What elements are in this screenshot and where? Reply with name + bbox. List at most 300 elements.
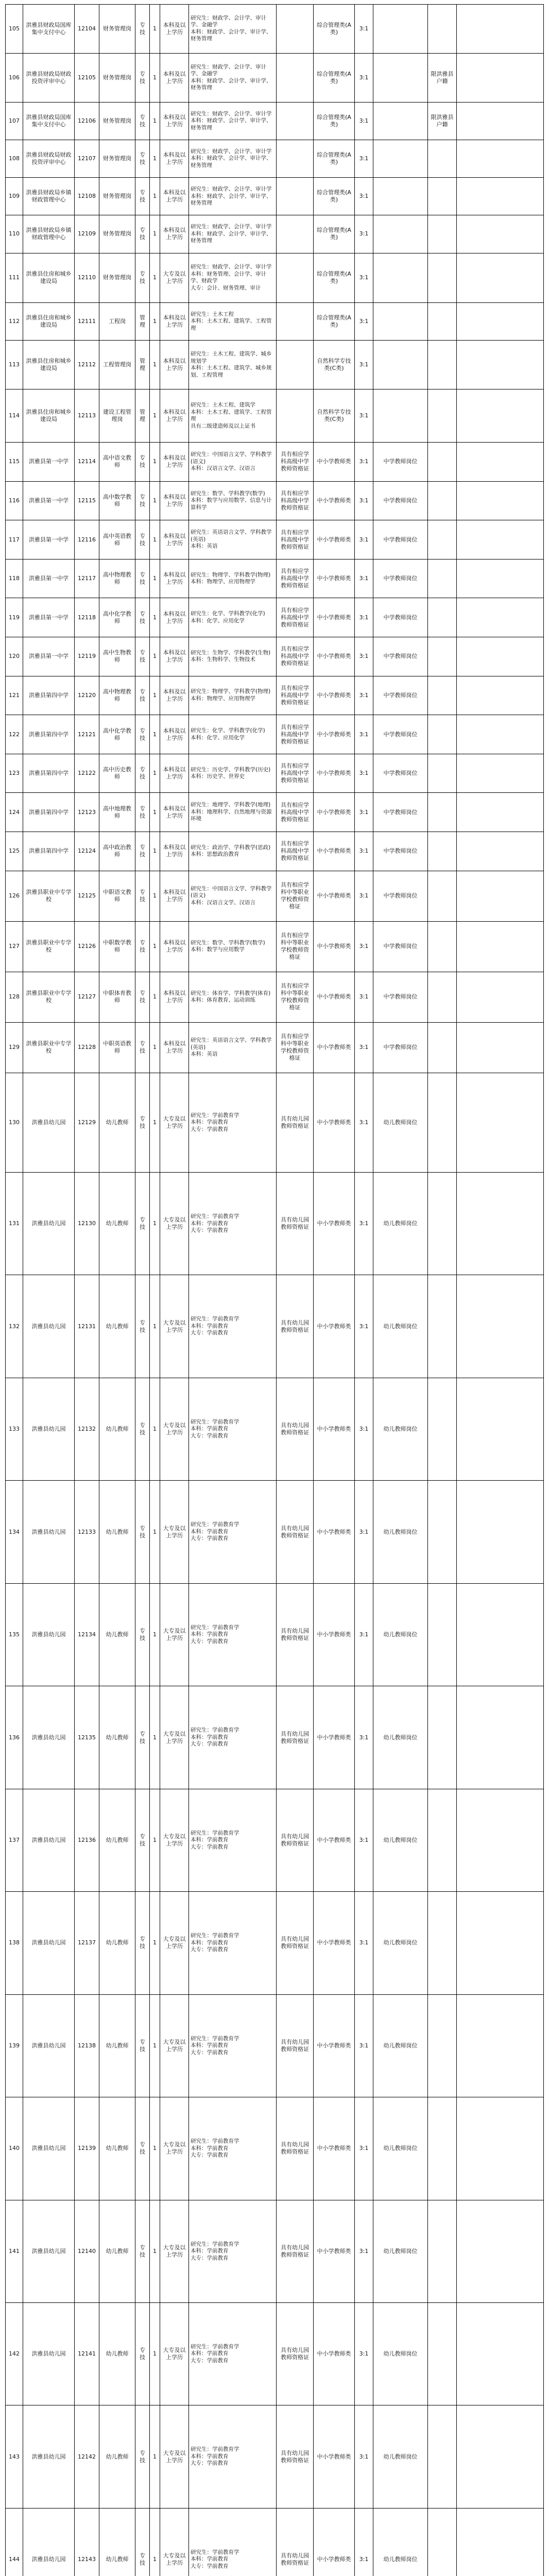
education-cell: 大专及以上学历 [160, 1378, 189, 1480]
interview-ratio-cell: 3:1 [355, 676, 373, 715]
table-row [6, 676, 544, 715]
interview-ratio-cell: 3:1 [355, 1686, 373, 1789]
post-type-cell: 专技 [135, 1022, 150, 1073]
unit-name-cell: 洪雅县幼儿园 [23, 1789, 75, 1891]
education-cell: 本科及以上学历 [160, 178, 189, 215]
unit-name-cell: 洪雅县幼儿园 [23, 1892, 75, 1994]
post-count-cell: 1 [150, 832, 160, 871]
exam-category-cell: 中小学教师类 [314, 1275, 355, 1378]
post-type-cell: 专技 [135, 871, 150, 921]
extra-cell [457, 1022, 544, 1073]
recruitment-table [5, 4, 544, 2576]
extra-cell [457, 793, 544, 832]
post-note-cell: 中学教师岗位 [373, 481, 428, 520]
unit-name-cell: 洪雅县财政局财政投资评审中心 [23, 53, 75, 102]
education-cell: 大专及以上学历 [160, 1892, 189, 1994]
post-count-cell: 1 [150, 443, 160, 482]
post-code-cell: 12121 [75, 715, 99, 754]
post-name-cell: 高中物理教师 [99, 559, 135, 598]
other-conditions-cell [277, 5, 314, 54]
post-note-cell: 幼儿教师岗位 [373, 2303, 428, 2405]
post-code-cell: 12140 [75, 2200, 99, 2302]
remarks-cell [428, 520, 457, 560]
post-count-cell: 1 [150, 389, 160, 443]
post-note-cell: 中学教师岗位 [373, 598, 428, 637]
interview-ratio-cell: 3:1 [355, 1275, 373, 1378]
table-row [6, 559, 544, 598]
remarks-cell [428, 481, 457, 520]
extra-cell [457, 637, 544, 676]
row-number-cell: 142 [6, 2303, 23, 2405]
extra-cell [457, 389, 544, 443]
table-row [6, 1275, 544, 1378]
post-type-cell: 专技 [135, 215, 150, 253]
row-number-cell: 116 [6, 481, 23, 520]
unit-name-cell: 洪雅县财政局财政投资评审中心 [23, 140, 75, 177]
remarks-cell [428, 1073, 457, 1173]
major-requirements-cell: 研究生：中国语言文学、学科教学(语文) 本科：汉语言文学、汉语言 [189, 443, 277, 482]
post-name-cell: 幼儿教师 [99, 1378, 135, 1480]
table-row [6, 2200, 544, 2302]
post-name-cell: 高中历史教师 [99, 754, 135, 793]
post-code-cell: 12123 [75, 793, 99, 832]
post-type-cell: 专技 [135, 1583, 150, 1686]
education-cell: 大专及以上学历 [160, 2303, 189, 2405]
major-requirements-cell: 研究生：财政学、会计学、审计学 本科：财政学、会计学、审计学、财务管理 [189, 178, 277, 215]
extra-cell [457, 1583, 544, 1686]
post-type-cell: 专技 [135, 2405, 150, 2508]
table-row [6, 102, 544, 140]
post-name-cell: 财务管理岗 [99, 140, 135, 177]
education-cell: 本科及以上学历 [160, 481, 189, 520]
post-name-cell: 工程岗 [99, 303, 135, 341]
remarks-cell [428, 921, 457, 972]
interview-ratio-cell: 3:1 [355, 921, 373, 972]
row-number-cell: 134 [6, 1481, 23, 1583]
extra-cell [457, 341, 544, 389]
table-row [6, 921, 544, 972]
post-code-cell: 12109 [75, 215, 99, 253]
major-requirements-cell: 研究生：学前教育学 本科：学前教育 大专：学前教育 [189, 2097, 277, 2200]
row-number-cell: 130 [6, 1073, 23, 1173]
row-number-cell: 110 [6, 215, 23, 253]
remarks-cell [428, 389, 457, 443]
remarks-cell [428, 1022, 457, 1073]
other-conditions-cell [277, 53, 314, 102]
education-cell: 大专及以上学历 [160, 1173, 189, 1275]
remarks-cell [428, 1173, 457, 1275]
major-requirements-cell: 研究生：财政学、会计学、审计学 本科：财政学、会计学、审计学、财务管理 [189, 215, 277, 253]
exam-category-cell: 中小学教师类 [314, 2200, 355, 2302]
education-cell: 本科及以上学历 [160, 715, 189, 754]
table-row [6, 972, 544, 1022]
education-cell: 大专及以上学历 [160, 1789, 189, 1891]
post-count-cell: 1 [150, 178, 160, 215]
post-name-cell: 中职数学教师 [99, 921, 135, 972]
table-row [6, 1892, 544, 1994]
post-code-cell: 12115 [75, 481, 99, 520]
exam-category-cell: 中小学教师类 [314, 559, 355, 598]
extra-cell [457, 832, 544, 871]
post-name-cell: 幼儿教师 [99, 1583, 135, 1686]
exam-category-cell: 中小学教师类 [314, 832, 355, 871]
exam-category-cell: 中小学教师类 [314, 520, 355, 560]
row-number-cell: 123 [6, 754, 23, 793]
table-row [6, 2508, 544, 2576]
unit-name-cell: 洪雅县第四中学 [23, 793, 75, 832]
other-conditions-cell: 具有相应学科中等职业学校教师资格证 [277, 921, 314, 972]
post-name-cell: 幼儿教师 [99, 2303, 135, 2405]
interview-ratio-cell: 3:1 [355, 2097, 373, 2200]
remarks-cell [428, 793, 457, 832]
remarks-cell [428, 1994, 457, 2097]
post-type-cell: 专技 [135, 1994, 150, 2097]
interview-ratio-cell: 3:1 [355, 1892, 373, 1994]
row-number-cell: 117 [6, 520, 23, 560]
interview-ratio-cell: 3:1 [355, 2200, 373, 2302]
other-conditions-cell [277, 215, 314, 253]
exam-category-cell: 中小学教师类 [314, 676, 355, 715]
post-count-cell: 1 [150, 715, 160, 754]
education-cell: 本科及以上学历 [160, 972, 189, 1022]
post-name-cell: 工程管理岗 [99, 341, 135, 389]
extra-cell [457, 215, 544, 253]
major-requirements-cell: 研究生：财政学、会计学、审计学 本科：财政学、会计学、审计学、财务管理 [189, 102, 277, 140]
major-requirements-cell: 研究生：学前教育学 本科：学前教育 大专：学前教育 [189, 1173, 277, 1275]
education-cell: 本科及以上学历 [160, 520, 189, 560]
post-type-cell: 专技 [135, 1892, 150, 1994]
unit-name-cell: 洪雅县财政局国库集中支付中心 [23, 102, 75, 140]
other-conditions-cell [277, 253, 314, 303]
education-cell: 大专及以上学历 [160, 2405, 189, 2508]
remarks-cell [428, 972, 457, 1022]
exam-category-cell: 综合管理类(A类) [314, 140, 355, 177]
post-note-cell: 中学教师岗位 [373, 715, 428, 754]
post-type-cell: 专技 [135, 832, 150, 871]
post-count-cell: 1 [150, 1686, 160, 1789]
post-count-cell: 1 [150, 871, 160, 921]
table-row [6, 1686, 544, 1789]
education-cell: 本科及以上学历 [160, 559, 189, 598]
post-code-cell: 12112 [75, 341, 99, 389]
interview-ratio-cell: 3:1 [355, 2508, 373, 2576]
row-number-cell: 143 [6, 2405, 23, 2508]
post-type-cell: 专技 [135, 1378, 150, 1480]
major-requirements-cell: 研究生：学前教育学 本科：学前教育 大专：学前教育 [189, 2303, 277, 2405]
exam-category-cell: 中小学教师类 [314, 2097, 355, 2200]
major-requirements-cell: 研究生：财政学、会计学、审计学 本科：财务管理、会计学、审计学、财政学 大专：会计、财务管理、审计 [189, 253, 277, 303]
education-cell: 大专及以上学历 [160, 1275, 189, 1378]
education-cell: 本科及以上学历 [160, 303, 189, 341]
post-note-cell: 幼儿教师岗位 [373, 1173, 428, 1275]
post-note-cell: 中学教师岗位 [373, 1022, 428, 1073]
post-name-cell: 高中物理教师 [99, 676, 135, 715]
post-count-cell: 1 [150, 1378, 160, 1480]
post-type-cell: 专技 [135, 1789, 150, 1891]
post-type-cell: 专技 [135, 5, 150, 54]
post-note-cell [373, 53, 428, 102]
interview-ratio-cell: 3:1 [355, 637, 373, 676]
exam-category-cell: 综合管理类(A类) [314, 53, 355, 102]
remarks-cell [428, 215, 457, 253]
interview-ratio-cell: 3:1 [355, 793, 373, 832]
education-cell: 本科及以上学历 [160, 102, 189, 140]
post-name-cell: 高中语文教师 [99, 443, 135, 482]
other-conditions-cell [277, 341, 314, 389]
post-note-cell: 幼儿教师岗位 [373, 2097, 428, 2200]
post-count-cell: 1 [150, 481, 160, 520]
post-code-cell: 12125 [75, 871, 99, 921]
post-type-cell: 专技 [135, 559, 150, 598]
post-code-cell: 12133 [75, 1481, 99, 1583]
row-number-cell: 109 [6, 178, 23, 215]
extra-cell [457, 1173, 544, 1275]
post-note-cell [373, 341, 428, 389]
post-note-cell: 中学教师岗位 [373, 754, 428, 793]
unit-name-cell: 洪雅县第一中学 [23, 481, 75, 520]
other-conditions-cell: 具有相应学科高级中学教师资格证 [277, 793, 314, 832]
post-name-cell: 幼儿教师 [99, 1481, 135, 1583]
interview-ratio-cell: 3:1 [355, 1994, 373, 2097]
extra-cell [457, 2405, 544, 2508]
post-type-cell: 专技 [135, 972, 150, 1022]
post-name-cell: 幼儿教师 [99, 2097, 135, 2200]
post-note-cell [373, 140, 428, 177]
row-number-cell: 121 [6, 676, 23, 715]
education-cell: 本科及以上学历 [160, 793, 189, 832]
unit-name-cell: 洪雅县幼儿园 [23, 2303, 75, 2405]
major-requirements-cell: 研究生：英语语言文学、学科教学(英语) 本科：英语 [189, 520, 277, 560]
other-conditions-cell [277, 102, 314, 140]
post-name-cell: 中职体育教师 [99, 972, 135, 1022]
post-note-cell: 中学教师岗位 [373, 559, 428, 598]
other-conditions-cell: 具有相应学科高级中学教师资格证 [277, 443, 314, 482]
post-code-cell: 12132 [75, 1378, 99, 1480]
interview-ratio-cell: 3:1 [355, 2405, 373, 2508]
exam-category-cell: 自然科学专技类(C类) [314, 341, 355, 389]
post-name-cell: 幼儿教师 [99, 1892, 135, 1994]
other-conditions-cell: 具有相应学科中等职业学校教师资格证 [277, 871, 314, 921]
exam-category-cell: 中小学教师类 [314, 2303, 355, 2405]
post-code-cell: 12114 [75, 443, 99, 482]
other-conditions-cell: 具有幼儿园教师资格证 [277, 2097, 314, 2200]
post-code-cell: 12139 [75, 2097, 99, 2200]
row-number-cell: 132 [6, 1275, 23, 1378]
extra-cell [457, 871, 544, 921]
row-number-cell: 127 [6, 921, 23, 972]
unit-name-cell: 洪雅县第四中学 [23, 832, 75, 871]
extra-cell [457, 2508, 544, 2576]
row-number-cell: 141 [6, 2200, 23, 2302]
remarks-cell [428, 1275, 457, 1378]
post-code-cell: 12143 [75, 2508, 99, 2576]
row-number-cell: 106 [6, 53, 23, 102]
post-name-cell: 高中英语教师 [99, 520, 135, 560]
table-row [6, 1378, 544, 1480]
remarks-cell [428, 1583, 457, 1686]
post-note-cell: 幼儿教师岗位 [373, 1583, 428, 1686]
row-number-cell: 133 [6, 1378, 23, 1480]
post-count-cell: 1 [150, 2405, 160, 2508]
major-requirements-cell: 研究生：学前教育学 本科：学前教育 大专：学前教育 [189, 1275, 277, 1378]
remarks-cell [428, 253, 457, 303]
other-conditions-cell: 具有相应学科高级中学教师资格证 [277, 832, 314, 871]
education-cell: 本科及以上学历 [160, 598, 189, 637]
post-type-cell: 管理 [135, 389, 150, 443]
interview-ratio-cell: 3:1 [355, 559, 373, 598]
post-code-cell: 12135 [75, 1686, 99, 1789]
unit-name-cell: 洪雅县幼儿园 [23, 2200, 75, 2302]
interview-ratio-cell: 3:1 [355, 140, 373, 177]
extra-cell [457, 443, 544, 482]
unit-name-cell: 洪雅县第一中学 [23, 559, 75, 598]
major-requirements-cell: 研究生：数学、学科教学(数学) 本科：数学与应用数学、信息与计算科学 [189, 481, 277, 520]
extra-cell [457, 676, 544, 715]
table-row [6, 303, 544, 341]
extra-cell [457, 140, 544, 177]
post-type-cell: 专技 [135, 2200, 150, 2302]
post-count-cell: 1 [150, 1892, 160, 1994]
exam-category-cell: 中小学教师类 [314, 1022, 355, 1073]
post-code-cell: 12107 [75, 140, 99, 177]
exam-category-cell: 自然科学专技类(C类) [314, 389, 355, 443]
remarks-cell [428, 1378, 457, 1480]
major-requirements-cell: 研究生：化学、学科教学(化学) 本科：化学、应用化学 [189, 715, 277, 754]
extra-cell [457, 253, 544, 303]
interview-ratio-cell: 3:1 [355, 1073, 373, 1173]
post-type-cell: 专技 [135, 1173, 150, 1275]
remarks-cell [428, 1481, 457, 1583]
unit-name-cell: 洪雅县第一中学 [23, 598, 75, 637]
interview-ratio-cell: 3:1 [355, 598, 373, 637]
post-name-cell: 幼儿教师 [99, 2200, 135, 2302]
remarks-cell [428, 2508, 457, 2576]
post-code-cell: 12105 [75, 53, 99, 102]
post-note-cell: 幼儿教师岗位 [373, 1073, 428, 1173]
exam-category-cell: 中小学教师类 [314, 1994, 355, 2097]
post-note-cell: 中学教师岗位 [373, 443, 428, 482]
extra-cell [457, 2200, 544, 2302]
post-type-cell: 专技 [135, 178, 150, 215]
unit-name-cell: 洪雅县幼儿园 [23, 1481, 75, 1583]
extra-cell [457, 53, 544, 102]
post-name-cell: 中职英语教师 [99, 1022, 135, 1073]
row-number-cell: 105 [6, 5, 23, 54]
row-number-cell: 144 [6, 2508, 23, 2576]
other-conditions-cell: 具有幼儿园教师资格证 [277, 2200, 314, 2302]
unit-name-cell: 洪雅县第一中学 [23, 443, 75, 482]
post-count-cell: 1 [150, 972, 160, 1022]
post-count-cell: 1 [150, 2508, 160, 2576]
interview-ratio-cell: 3:1 [355, 1022, 373, 1073]
row-number-cell: 137 [6, 1789, 23, 1891]
unit-name-cell: 洪雅县第四中学 [23, 754, 75, 793]
other-conditions-cell: 具有幼儿园教师资格证 [277, 1275, 314, 1378]
post-count-cell: 1 [150, 253, 160, 303]
post-name-cell: 财务管理岗 [99, 215, 135, 253]
other-conditions-cell: 具有相应学科高级中学教师资格证 [277, 481, 314, 520]
post-note-cell: 幼儿教师岗位 [373, 1994, 428, 2097]
post-note-cell: 中学教师岗位 [373, 793, 428, 832]
post-count-cell: 1 [150, 5, 160, 54]
post-code-cell: 12127 [75, 972, 99, 1022]
post-code-cell: 12136 [75, 1789, 99, 1891]
education-cell: 大专及以上学历 [160, 2200, 189, 2302]
post-code-cell: 12141 [75, 2303, 99, 2405]
post-name-cell: 高中生物教师 [99, 637, 135, 676]
post-name-cell: 幼儿教师 [99, 1789, 135, 1891]
remarks-cell: 限洪雅县户籍 [428, 53, 457, 102]
post-name-cell: 幼儿教师 [99, 1275, 135, 1378]
post-note-cell: 幼儿教师岗位 [373, 2508, 428, 2576]
remarks-cell [428, 637, 457, 676]
exam-category-cell: 中小学教师类 [314, 2508, 355, 2576]
table-row [6, 2405, 544, 2508]
interview-ratio-cell: 3:1 [355, 303, 373, 341]
extra-cell [457, 921, 544, 972]
other-conditions-cell: 具有相应学科高级中学教师资格证 [277, 598, 314, 637]
row-number-cell: 140 [6, 2097, 23, 2200]
education-cell: 本科及以上学历 [160, 341, 189, 389]
table-row [6, 1173, 544, 1275]
extra-cell [457, 102, 544, 140]
exam-category-cell: 中小学教师类 [314, 443, 355, 482]
post-note-cell: 幼儿教师岗位 [373, 1686, 428, 1789]
extra-cell [457, 481, 544, 520]
unit-name-cell: 洪雅县幼儿园 [23, 1073, 75, 1173]
unit-name-cell: 洪雅县幼儿园 [23, 1686, 75, 1789]
table-row [6, 215, 544, 253]
remarks-cell [428, 2097, 457, 2200]
post-count-cell: 1 [150, 53, 160, 102]
post-count-cell: 1 [150, 1789, 160, 1891]
other-conditions-cell: 具有幼儿园教师资格证 [277, 1583, 314, 1686]
post-note-cell: 中学教师岗位 [373, 832, 428, 871]
interview-ratio-cell: 3:1 [355, 341, 373, 389]
row-number-cell: 125 [6, 832, 23, 871]
education-cell: 大专及以上学历 [160, 253, 189, 303]
other-conditions-cell: 具有相应学科高级中学教师资格证 [277, 715, 314, 754]
row-number-cell: 119 [6, 598, 23, 637]
major-requirements-cell: 研究生：数学、学科教学(数学) 本科：数学与应用数学 [189, 921, 277, 972]
major-requirements-cell: 研究生：学前教育学 本科：学前教育 大专：学前教育 [189, 1481, 277, 1583]
post-type-cell: 专技 [135, 715, 150, 754]
table-row [6, 1789, 544, 1891]
other-conditions-cell: 具有幼儿园教师资格证 [277, 2303, 314, 2405]
interview-ratio-cell: 3:1 [355, 1481, 373, 1583]
exam-category-cell: 中小学教师类 [314, 871, 355, 921]
remarks-cell [428, 2200, 457, 2302]
interview-ratio-cell: 3:1 [355, 215, 373, 253]
major-requirements-cell: 研究生：学前教育学 本科：学前教育 大专：学前教育 [189, 2200, 277, 2302]
exam-category-cell: 综合管理类(A类) [314, 102, 355, 140]
interview-ratio-cell: 3:1 [355, 715, 373, 754]
post-name-cell: 财务管理岗 [99, 53, 135, 102]
unit-name-cell: 洪雅县幼儿园 [23, 1378, 75, 1480]
major-requirements-cell: 研究生：物理学、学科教学(物理) 本科：物理学、应用物理学 [189, 676, 277, 715]
exam-category-cell: 中小学教师类 [314, 921, 355, 972]
post-type-cell: 专技 [135, 102, 150, 140]
post-code-cell: 12108 [75, 178, 99, 215]
table-row [6, 520, 544, 560]
exam-category-cell: 综合管理类(A类) [314, 303, 355, 341]
post-code-cell: 12118 [75, 598, 99, 637]
post-code-cell: 12116 [75, 520, 99, 560]
post-type-cell: 专技 [135, 2097, 150, 2200]
post-type-cell: 专技 [135, 443, 150, 482]
remarks-cell [428, 754, 457, 793]
major-requirements-cell: 研究生：土木工程、建筑学、城乡规划学 本科：土木工程、建筑学、城乡规划、工程管理 [189, 341, 277, 389]
